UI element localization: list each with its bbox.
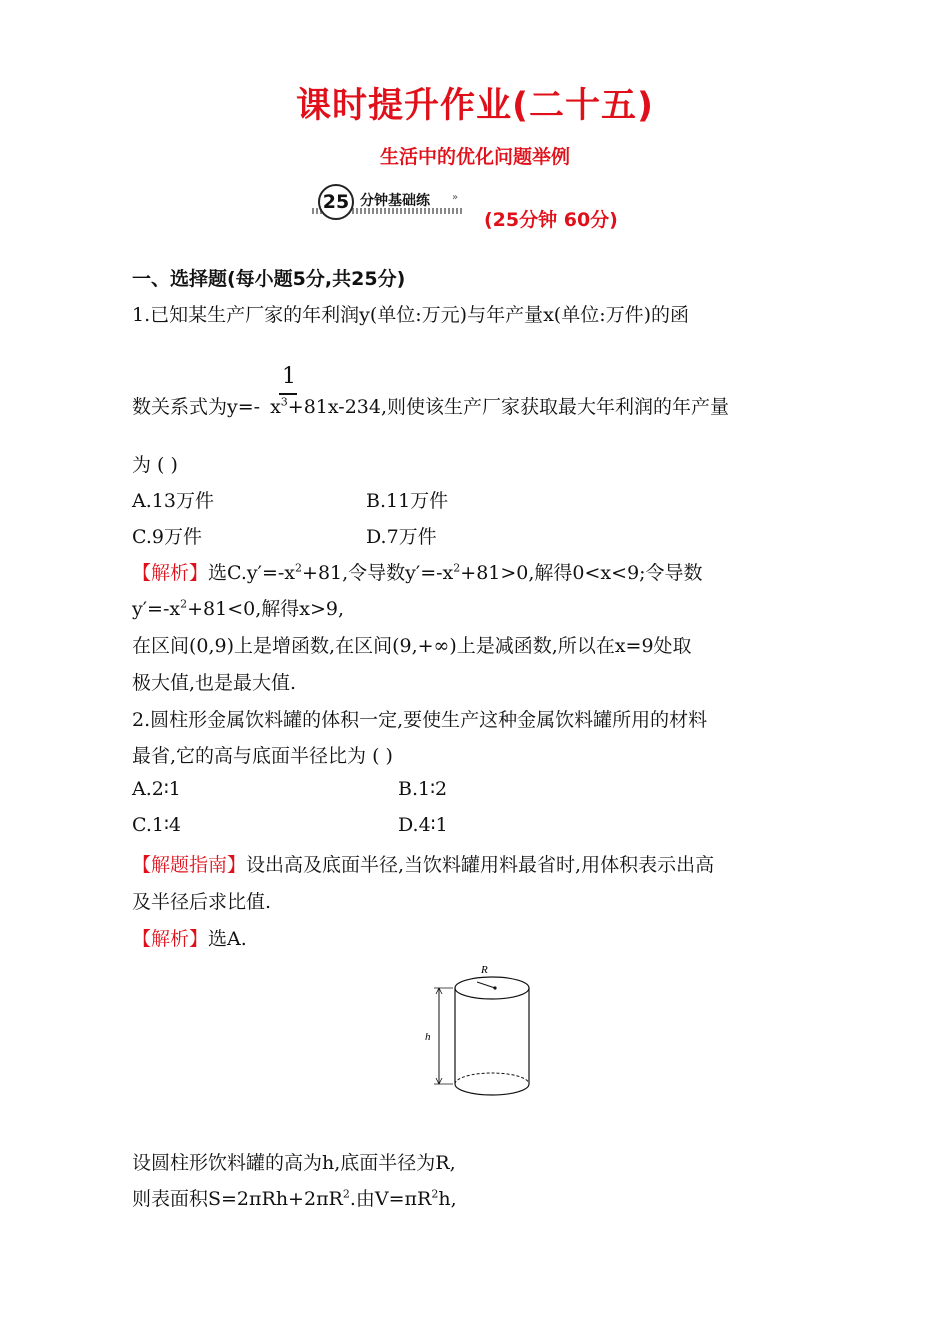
q2-line2: 最省,它的高与底面半径比为 ( ) xyxy=(132,745,393,767)
analysis-text: 选A. xyxy=(208,928,247,950)
page-title: 课时提升作业(二十五) xyxy=(296,86,654,126)
exponent: 2 xyxy=(180,597,188,611)
fraction-numerator: 1 xyxy=(282,364,296,389)
q1-line1: 1.已知某生产厂家的年利润y(单位:万元)与年产量x(单位:万件)的函 xyxy=(132,304,690,326)
radius-line xyxy=(477,982,495,988)
q1-option-c: C.9万件 xyxy=(132,526,202,548)
time-info: (25分钟 60分) xyxy=(484,209,618,231)
cylinder-bottom-back xyxy=(455,1073,529,1084)
analysis-text: +81<0,解得x>9, xyxy=(187,598,345,620)
q1-analysis-line1 xyxy=(132,558,703,585)
q1-analysis-line2 xyxy=(132,594,344,621)
height-label: h xyxy=(425,1031,431,1043)
analysis-tag: 【解析】 xyxy=(132,928,209,950)
q2-option-a: A.2∶1 xyxy=(132,778,181,800)
analysis-text: +81,令导数y′=-x xyxy=(302,562,454,584)
cylinder-top xyxy=(455,977,529,999)
q1-option-b: B.11万件 xyxy=(366,490,449,512)
center-dot xyxy=(493,986,496,989)
q1-line2-c: +81x-234,则使该生产厂家获取最大年利润的年产量 xyxy=(287,396,730,418)
hint-tag: 【解题指南】 xyxy=(132,854,247,876)
q1-line2-b: x xyxy=(270,396,281,418)
exponent: 2 xyxy=(431,1187,439,1201)
radius-label: R xyxy=(481,964,488,976)
analysis-text: +81>0,解得0<x<9;令导数 xyxy=(460,562,703,584)
q2-option-c: C.1∶4 xyxy=(132,814,182,836)
formula-text: .由V=πR xyxy=(349,1188,432,1210)
q1-exponent: 3 xyxy=(280,395,288,409)
section-heading: 一、选择题(每小题5分,共25分) xyxy=(132,268,406,290)
hint-text: 设出高及底面半径,当饮料罐用料最省时,用体积表示出高 xyxy=(246,854,715,876)
badge-number: 25 xyxy=(318,184,354,220)
cylinder-figure xyxy=(415,958,545,1118)
q2-hint-line2: 及半径后求比值. xyxy=(132,891,272,913)
q1-line2-a: 数关系式为y=- xyxy=(132,396,261,418)
page-subtitle: 生活中的优化问题举例 xyxy=(379,146,570,168)
q1-option-d: D.7万件 xyxy=(366,526,437,548)
cylinder-bottom-front xyxy=(455,1084,529,1095)
formula-text: h, xyxy=(438,1188,457,1210)
formula-text: 则表面积S=2πRh+2πR xyxy=(132,1188,343,1210)
q2-after-line2 xyxy=(132,1184,457,1211)
q2-option-d: D.4∶1 xyxy=(398,814,448,836)
double-arrow-icon: » xyxy=(452,192,459,203)
analysis-text: 选C.y′=-x xyxy=(208,562,296,584)
exponent: 2 xyxy=(453,561,461,575)
q1-analysis-line4: 极大值,也是最大值. xyxy=(132,672,297,694)
analysis-tag: 【解析】 xyxy=(132,562,209,584)
exponent: 2 xyxy=(295,561,303,575)
badge-label: 分钟基础练 xyxy=(360,193,430,209)
q2-line1: 2.圆柱形金属饮料罐的体积一定,要使生产这种金属饮料罐所用的材料 xyxy=(132,709,708,731)
q2-after-line1: 设圆柱形饮料罐的高为h,底面半径为R, xyxy=(132,1152,456,1174)
q2-analysis-line xyxy=(132,924,247,951)
q1-option-a: A.13万件 xyxy=(132,490,214,512)
analysis-text: y′=-x xyxy=(132,598,181,620)
q2-option-b: B.1∶2 xyxy=(398,778,448,800)
exercise-badge xyxy=(312,184,472,218)
q1-line2 xyxy=(132,392,729,419)
q1-line3: 为 ( ) xyxy=(132,454,178,476)
exponent: 2 xyxy=(342,1187,350,1201)
q1-analysis-line3: 在区间(0,9)上是增函数,在区间(9,+∞)上是减函数,所以在x=9处取 xyxy=(132,635,692,657)
q2-hint-line1 xyxy=(132,850,714,877)
